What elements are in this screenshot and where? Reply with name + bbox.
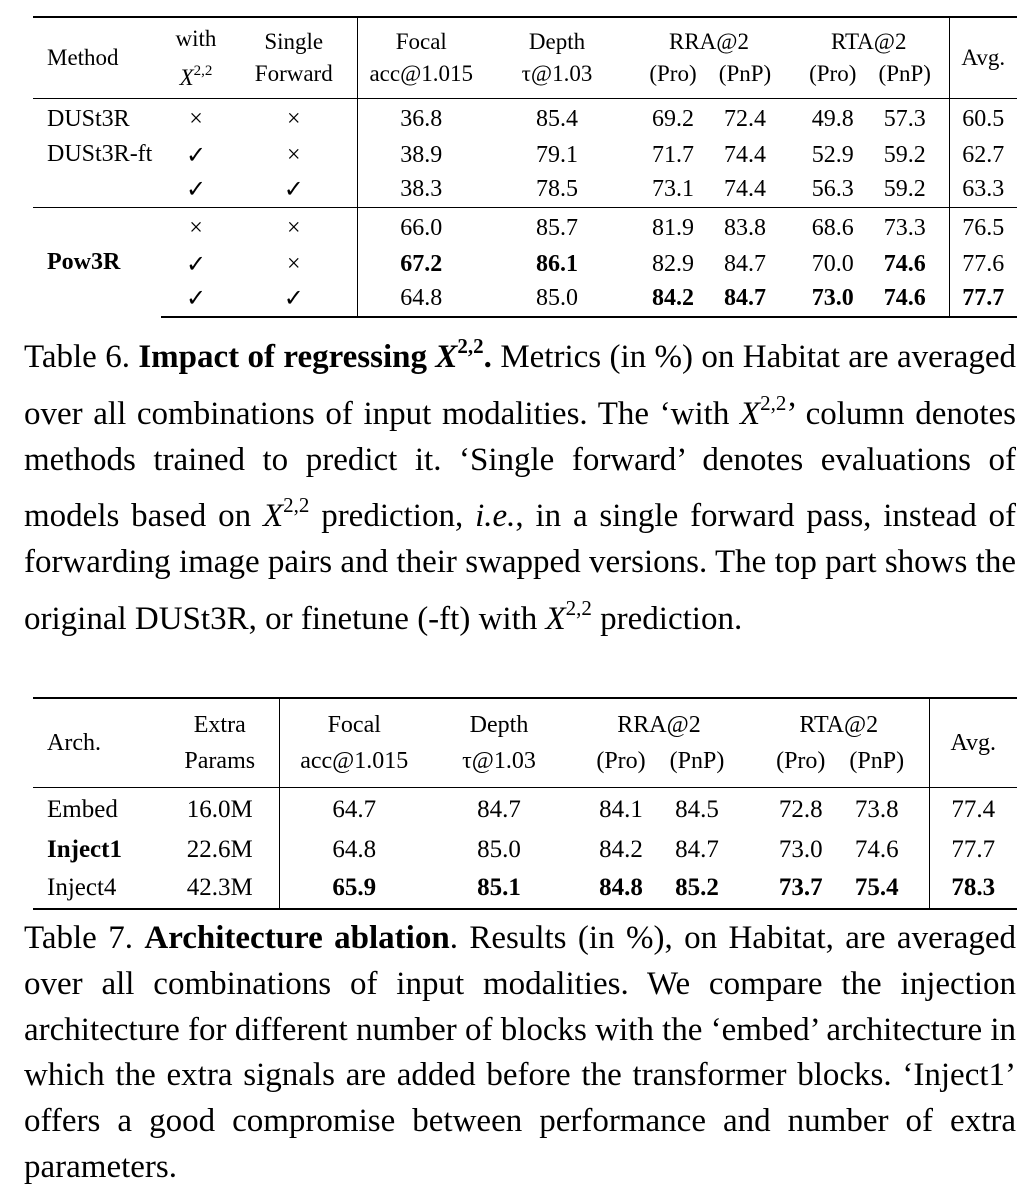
with-value: ✓ — [185, 251, 207, 278]
table-row — [33, 868, 1017, 909]
rta-pnp-value: 73.3 — [883, 214, 926, 241]
caption-6-s2-x: X — [262, 498, 284, 535]
single-value: ✓ — [231, 280, 357, 317]
rta-pnp-value: 59.2 — [883, 175, 926, 202]
focal-value: 38.3 — [400, 175, 443, 202]
focal-value: 65.9 — [279, 868, 429, 909]
table-7 — [33, 697, 1017, 910]
caption-6-s1-sup: 2,2 — [760, 390, 787, 415]
focal-value: 64.7 — [279, 788, 429, 833]
rta-pair — [797, 215, 941, 242]
rra-pair — [637, 285, 781, 312]
table-row — [33, 832, 1017, 868]
table-6-caption — [24, 324, 1016, 643]
rta-pair-cell — [789, 280, 949, 317]
rta-pnp-value: 73.8 — [854, 796, 899, 823]
rra-pair-cell — [569, 868, 749, 909]
rta-pair — [797, 285, 941, 312]
header-single-line2: Forward — [254, 61, 333, 86]
header7-rra-pro: (Pro) — [596, 748, 646, 774]
arch-value: Inject4 — [33, 868, 161, 909]
header-depth — [485, 17, 629, 99]
arch-value: Embed — [33, 788, 161, 833]
depth-value: 85.7 — [485, 208, 629, 249]
rta-pnp-value: 59.2 — [883, 141, 926, 168]
single-value: × — [231, 99, 357, 140]
rta-pnp-value: 74.6 — [854, 836, 899, 863]
rta-pnp-value: 75.4 — [854, 874, 899, 901]
rra-pro-value: 84.2 — [652, 284, 694, 311]
header-single-line1: Single — [264, 29, 324, 54]
rta-pair-cell — [789, 248, 949, 280]
rra-pnp-value: 74.4 — [724, 175, 766, 202]
rra-pro-value: 69.2 — [652, 105, 694, 132]
rta-pro-value: 70.0 — [811, 250, 854, 277]
table-row — [33, 139, 1017, 171]
caption-6-s5: prediction. — [600, 600, 743, 637]
header-rta — [789, 17, 949, 99]
rta-pro-value: 68.6 — [811, 214, 854, 241]
with-value: × — [161, 99, 231, 140]
header7-rta-line1: RTA@2 — [799, 712, 879, 738]
rra-pnp-value: 83.8 — [724, 214, 766, 241]
single-value: × — [231, 208, 357, 249]
table-row — [33, 171, 1017, 208]
header7-focal — [279, 698, 429, 788]
header-rra — [629, 17, 789, 99]
table-row — [33, 280, 1017, 317]
rta-pair-cell — [749, 788, 929, 833]
header7-avg: Avg. — [929, 698, 1017, 788]
header-rta-pro: (Pro) — [809, 61, 857, 86]
header7-extra-params — [161, 698, 279, 788]
header-rra-line1: RRA@2 — [669, 29, 749, 54]
depth-value: 79.1 — [536, 141, 578, 168]
header-focal — [357, 17, 485, 99]
header-with-sup: 2,2 — [193, 62, 213, 79]
header-depth-line1: Depth — [528, 29, 586, 54]
header-single-forward — [231, 17, 357, 99]
rta-pro-value: 52.9 — [811, 141, 854, 168]
focal-value: 67.2 — [400, 250, 443, 277]
avg-value: 77.7 — [949, 280, 1017, 317]
table-row — [33, 788, 1017, 833]
single-value: ✓ — [231, 171, 357, 208]
caption-6-s4-sup: 2,2 — [565, 595, 592, 620]
rra-pnp-value: 84.5 — [675, 796, 719, 823]
rta-pnp-value: 74.6 — [883, 284, 926, 311]
header-depth-line2: τ@1.03 — [521, 61, 593, 86]
caption-6-title — [138, 334, 492, 375]
rra-pair — [637, 142, 781, 169]
caption-7-label: Table 7. — [24, 920, 133, 956]
rra-pair-cell — [629, 280, 789, 317]
avg-value: 78.3 — [929, 868, 1017, 909]
header-rra-sub — [637, 58, 781, 90]
header-rra-pnp: (PnP) — [718, 61, 772, 86]
rra-pair-cell — [569, 788, 749, 833]
header-with-symbol — [161, 55, 231, 94]
header7-rta — [749, 698, 929, 788]
header7-extra-line2: Params — [184, 748, 256, 774]
rta-pair — [763, 874, 915, 902]
single-value: × — [231, 139, 357, 171]
caption-6-s4-x: X — [545, 600, 566, 637]
avg-value: 60.5 — [949, 99, 1017, 140]
caption-6-title-end: . — [483, 339, 492, 375]
rra-pair — [583, 836, 735, 864]
header7-depth-line1: Depth — [469, 712, 529, 738]
rra-pair-cell — [629, 248, 789, 280]
rta-pair-cell — [789, 208, 949, 249]
focal-value: 38.9 — [400, 141, 443, 168]
caption-6-title-x: X — [435, 339, 458, 375]
avg-value: 63.3 — [962, 175, 1005, 202]
avg-value: 77.4 — [929, 788, 1017, 833]
rta-pair-cell — [749, 868, 929, 909]
rra-pair — [637, 106, 781, 133]
caption-6-title-sup: 2,2 — [457, 334, 484, 358]
with-value: ✓ — [185, 142, 207, 169]
rta-pro-value: 73.0 — [811, 284, 854, 311]
header7-focal-line2: acc@1.015 — [300, 748, 409, 774]
caption-6-s1: Metrics (in %) on Habitat are averaged over all combinations of input modalities. The ‘with — [24, 339, 1017, 432]
caption-7-text: . Results (in %), on Habitat, are averaged over all combinations of input modalities. We compare the injection architecture for different number of blocks with the ‘embed’ architecture in which the extra signals are added before the transformer blocks. ‘Inject1’ offers a good compromise between performance and number of extra parameters. — [24, 920, 1017, 1185]
rta-pair — [797, 106, 941, 133]
avg-value: 76.5 — [949, 208, 1017, 249]
rra-pair-cell — [629, 171, 789, 208]
rta-pnp-value: 57.3 — [883, 105, 926, 132]
depth-value: 85.0 — [485, 280, 629, 317]
table-7-header-row — [33, 698, 1017, 788]
rra-pair-cell — [629, 99, 789, 140]
with-value: ✓ — [161, 280, 231, 317]
header7-rta-pro: (Pro) — [776, 748, 826, 774]
caption-6-s4: , in a single forward pass, instead of forwarding image pairs and their swapped versions. The top part shows the original DUSt3R, or finetune (-ft) with — [24, 498, 1017, 637]
rta-pnp-value: 74.6 — [883, 250, 926, 277]
with-value: ✓ — [185, 176, 207, 203]
rra-pair — [637, 215, 781, 242]
header-focal-line2: acc@1.015 — [369, 61, 474, 86]
table-6-body — [33, 99, 1017, 318]
header7-rra-line1: RRA@2 — [617, 712, 701, 738]
avg-value: 62.7 — [962, 141, 1005, 168]
focal-value: 64.8 — [357, 280, 485, 317]
rta-pair — [763, 796, 915, 824]
header7-depth — [429, 698, 569, 788]
avg-value: 77.7 — [951, 836, 996, 863]
method-cell: DUSt3R-ft — [47, 141, 153, 167]
rta-pro-value: 73.7 — [778, 874, 823, 901]
rra-pair-cell — [569, 832, 749, 868]
table-7-caption — [24, 916, 1016, 1191]
caption-6-s2-sup: 2,2 — [283, 493, 310, 518]
header7-rra — [569, 698, 749, 788]
table-row — [33, 208, 1017, 249]
rra-pro-value: 73.1 — [652, 175, 694, 202]
rta-pair-cell — [789, 99, 949, 140]
header-avg: Avg. — [949, 17, 1017, 99]
header-rta-line1: RTA@2 — [831, 29, 907, 54]
header-focal-line1: Focal — [395, 29, 447, 54]
header-with-x: X — [179, 64, 194, 90]
header-with-line1: with — [175, 25, 217, 51]
rra-pnp-value: 84.7 — [724, 284, 766, 311]
focal-value: 36.8 — [357, 99, 485, 140]
params-value: 22.6M — [161, 832, 279, 868]
rra-pro-value: 84.1 — [599, 796, 643, 823]
arch-value: Inject1 — [47, 836, 122, 863]
focal-value: 66.0 — [357, 208, 485, 249]
params-value: 16.0M — [161, 788, 279, 833]
rta-pair-cell — [789, 139, 949, 171]
rra-pair-cell — [629, 139, 789, 171]
table-6 — [33, 16, 1017, 318]
table-row — [33, 248, 1017, 280]
rta-pair-cell — [789, 171, 949, 208]
rta-pair — [797, 142, 941, 169]
header7-rra-sub — [583, 743, 735, 779]
header7-rta-sub — [763, 743, 915, 779]
header7-extra-line1: Extra — [193, 712, 246, 738]
focal-value: 64.8 — [332, 836, 377, 863]
caption-6-s3: prediction, — [321, 498, 464, 535]
rra-pair — [637, 176, 781, 203]
header7-focal-line1: Focal — [327, 712, 381, 738]
rta-pair — [797, 251, 941, 278]
header-with — [161, 17, 231, 99]
header7-rta-pnp: (PnP) — [849, 748, 905, 774]
depth-value: 85.1 — [429, 868, 569, 909]
rra-pro-value: 84.2 — [599, 836, 643, 863]
rta-pro-value: 72.8 — [778, 796, 823, 823]
rta-pro-value: 73.0 — [778, 836, 823, 863]
depth-value: 84.7 — [429, 788, 569, 833]
caption-6-title-text: Impact of regressing — [138, 339, 428, 375]
rra-pnp-value: 72.4 — [724, 105, 766, 132]
rta-pro-value: 56.3 — [811, 175, 854, 202]
rra-pair — [583, 796, 735, 824]
single-value: × — [231, 248, 357, 280]
rta-pair — [763, 836, 915, 864]
rra-pair-cell — [629, 208, 789, 249]
header7-rra-pnp: (PnP) — [669, 748, 725, 774]
method-cell: DUSt3R — [33, 99, 161, 140]
params-value: 42.3M — [161, 868, 279, 909]
header7-depth-line2: τ@1.03 — [462, 748, 536, 774]
caption-6-label: Table 6. — [24, 339, 130, 375]
rra-pro-value: 81.9 — [652, 214, 694, 241]
avg-value: 77.6 — [962, 250, 1005, 277]
rra-pnp-value: 84.7 — [724, 250, 766, 277]
header7-arch: Arch. — [33, 698, 161, 788]
header-method: Method — [33, 17, 161, 99]
rra-pnp-value: 85.2 — [675, 874, 719, 901]
rra-pair — [637, 251, 781, 278]
rra-pair — [583, 874, 735, 902]
rta-pro-value: 49.8 — [811, 105, 854, 132]
table-7-body — [33, 788, 1017, 910]
depth-value: 85.0 — [477, 836, 521, 863]
depth-value: 86.1 — [536, 250, 578, 277]
rta-pair-cell — [749, 832, 929, 868]
header-rta-sub — [797, 58, 941, 90]
table-6-header-row — [33, 17, 1017, 99]
rta-pair — [797, 176, 941, 203]
rra-pnp-value: 74.4 — [724, 141, 766, 168]
rra-pro-value: 82.9 — [652, 250, 694, 277]
rra-pro-value: 71.7 — [652, 141, 694, 168]
header-rra-pro: (Pro) — [649, 61, 697, 86]
caption-6-s1-x: X — [739, 395, 761, 432]
depth-value: 85.4 — [485, 99, 629, 140]
caption-7-title: Architecture ablation — [144, 920, 450, 956]
with-value: × — [161, 208, 231, 249]
caption-6-s2: ’ column denotes methods trained to predict it. ‘Single forward’ denotes evaluations of models based on — [24, 395, 1016, 535]
caption-6-s3-em: i.e. — [475, 498, 516, 535]
rra-pnp-value: 84.7 — [675, 836, 719, 863]
rra-pro-value: 84.8 — [599, 874, 643, 901]
method-cell: Pow3R — [33, 208, 161, 318]
depth-value: 78.5 — [536, 175, 578, 202]
table-row — [33, 99, 1017, 140]
header-rta-pnp: (PnP) — [878, 61, 931, 86]
